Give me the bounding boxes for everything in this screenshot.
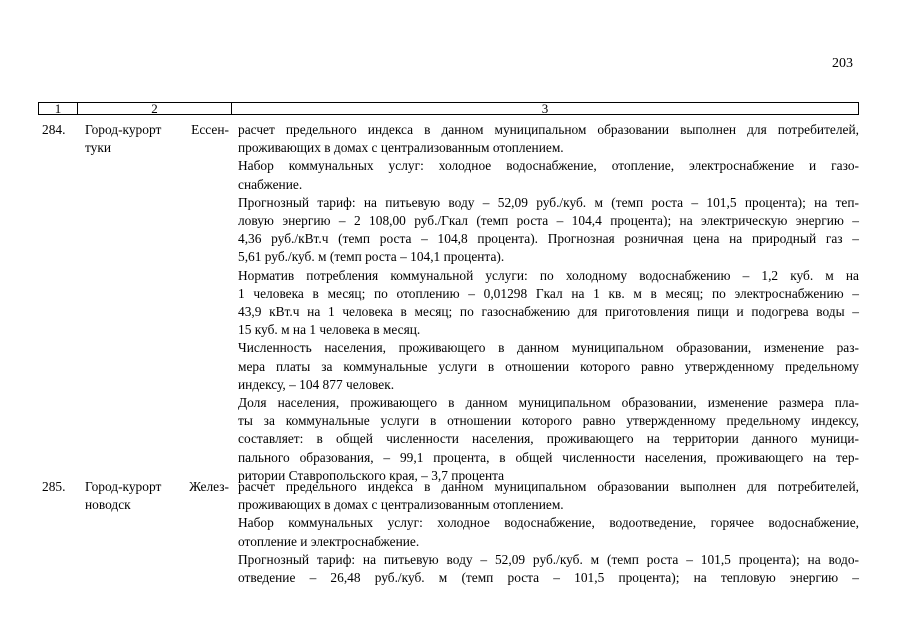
description-paragraph: [238, 157, 859, 193]
text-line: мера платы за коммунальные услуги в отношении которого равно утвержденному предельному: [238, 358, 859, 374]
row-number: 284.: [42, 122, 66, 137]
header-col-2: 2: [78, 103, 232, 114]
text-line: 5,61 руб./куб. м (темп роста – 104,1 процента).: [238, 249, 505, 265]
text-line: снабжение.: [238, 176, 303, 192]
text-line: 4,36 руб./кВт.ч (темп роста – 104,8 процента). Прогнозная розничная цена на природный газ –: [238, 231, 859, 247]
municipality-name-line: туки: [85, 140, 112, 156]
text-line: ритории Ставропольского края, – 3,7 процента: [238, 467, 505, 483]
text-line: пального образования, – 99,1 процента, в общей численности населения, проживающего на тер-: [238, 449, 859, 465]
text-line: ты за коммунальные услуги в отношении которого равно утвержденному предельному индексу,: [238, 413, 859, 429]
text-line: составляет: в общей численности населения, проживающего на территории данного муници-: [238, 431, 859, 447]
description-paragraph: [238, 551, 859, 587]
municipality-name: [85, 121, 229, 157]
description-paragraph: [238, 339, 859, 394]
text-line: проживающих в домах с централизованным отоплением.: [238, 497, 564, 513]
description-paragraph: [238, 478, 859, 514]
header-col-3: 3: [541, 101, 549, 116]
text-line: Норматив потребления коммунальной услуги: по холодному водоснабжению – 1,2 куб. м на: [238, 267, 859, 283]
text-line: ловую энергию – 2 108,00 руб./Гкал (темп роста – 104,4 процента); на электрическую энергию –: [238, 213, 859, 229]
text-line: расчет предельного индекса в данном муниципальном образовании выполнен для потребителей,: [238, 479, 859, 494]
page-number: 203: [832, 56, 853, 71]
text-line: Прогнозный тариф: на питьевую воду – 52,09 руб./куб. м (темп роста – 101,5 процента); на водо-: [238, 551, 859, 567]
description-paragraph: [238, 121, 859, 157]
text-line: отведение – 26,48 руб./куб. м (темп роста – 101,5 процента); на тепловую энергию –: [238, 570, 859, 586]
description-paragraph: [238, 394, 859, 485]
text-line: 43,9 кВт.ч на 1 человека в месяц; по газоснабжению для приготовления пищи и подогрева воды –: [238, 304, 859, 320]
text-line: 1 человека в месяц; по отоплению – 0,01298 Гкал на 1 кв. м в месяц; по электроснабжению –: [238, 285, 859, 301]
text-line: индексу, – 104 877 человек.: [238, 376, 395, 392]
description-paragraph: [238, 267, 859, 340]
row-number: 285.: [42, 479, 66, 494]
text-line: Доля населения, проживающего в данном муниципальном образовании, изменение размера пла-: [238, 395, 859, 411]
text-line: Набор коммунальных услуг: холодное водоснабжение, водоотведение, горячее водоснабжение,: [238, 515, 859, 531]
description-paragraph: [238, 194, 859, 267]
municipality-name-line: новодск: [85, 497, 131, 513]
municipality-name: [85, 478, 229, 514]
table-header-row: [38, 102, 859, 115]
description-paragraph: [238, 514, 859, 550]
text-line: отопление и электроснабжение.: [238, 533, 420, 549]
text-line: расчет предельного индекса в данном муниципальном образовании выполнен для потребителей,: [238, 122, 859, 137]
municipality-name-line: Город-курорт Ессен-: [85, 122, 229, 137]
text-line: 15 куб. м на 1 человека в месяц.: [238, 322, 421, 338]
entry-description: [238, 121, 859, 485]
text-line: Набор коммунальных услуг: холодное водоснабжение, отопление, электроснабжение и газо-: [238, 158, 859, 174]
municipality-name-line: Город-курорт Желез-: [85, 479, 229, 494]
header-col-1: 1: [39, 103, 78, 114]
text-line: Прогнозный тариф: на питьевую воду – 52,09 руб./куб. м (темп роста – 101,5 процента); на теп-: [238, 194, 859, 210]
text-line: проживающих в домах с централизованным отоплением.: [238, 140, 564, 156]
entry-description: [238, 478, 859, 587]
text-line: Численность населения, проживающего в данном муниципальном образовании, изменение раз-: [238, 340, 859, 356]
